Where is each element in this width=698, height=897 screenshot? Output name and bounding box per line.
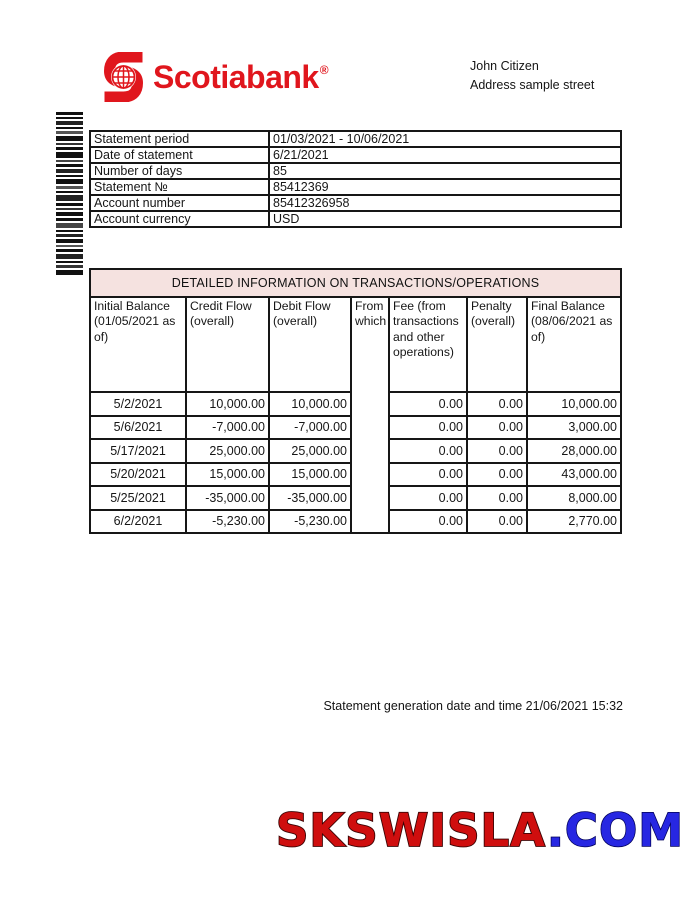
txn-final: 2,770.00: [527, 510, 621, 534]
summary-label: Date of statement: [90, 147, 269, 163]
bank-name: [153, 61, 328, 93]
col-header-debit-flow: Debit Flow (overall): [269, 297, 351, 392]
summary-value: 6/21/2021: [269, 147, 621, 163]
barcode-image: [56, 112, 83, 276]
scotiabank-flag-icon: [103, 52, 144, 102]
transactions-title-row: [90, 269, 621, 297]
table-row: [90, 163, 621, 179]
txn-penalty: 0.00: [467, 510, 527, 534]
summary-label: Statement period: [90, 131, 269, 147]
txn-fee: 0.00: [389, 463, 467, 487]
txn-credit: 15,000.00: [186, 463, 269, 487]
txn-date: 5/17/2021: [90, 439, 186, 463]
txn-final: 8,000.00: [527, 486, 621, 510]
bank-name-text: Scotiabank: [153, 59, 319, 95]
col-header-fee: Fee (from transactions and other operations): [389, 297, 467, 392]
generation-timestamp: Statement generation date and time 21/06/2021 15:32: [323, 699, 623, 713]
txn-credit: 10,000.00: [186, 392, 269, 416]
bank-logo: [103, 52, 328, 102]
txn-credit: -35,000.00: [186, 486, 269, 510]
col-header-final-balance: Final Balance (08/06/2021 as of): [527, 297, 621, 392]
transactions-header-row: [90, 297, 621, 392]
registered-mark: ®: [319, 63, 329, 77]
txn-date: 5/2/2021: [90, 392, 186, 416]
col-header-penalty: Penalty (overall): [467, 297, 527, 392]
txn-date: 5/25/2021: [90, 486, 186, 510]
summary-label: Number of days: [90, 163, 269, 179]
summary-value: 85412369: [269, 179, 621, 195]
txn-fee: 0.00: [389, 510, 467, 534]
summary-value: 85: [269, 163, 621, 179]
col-header-credit-flow: Credit Flow (overall): [186, 297, 269, 392]
txn-penalty: 0.00: [467, 486, 527, 510]
txn-date: 5/6/2021: [90, 416, 186, 440]
txn-debit: 10,000.00: [269, 392, 351, 416]
txn-fee: 0.00: [389, 416, 467, 440]
txn-debit: 25,000.00: [269, 439, 351, 463]
watermark: [276, 804, 684, 858]
txn-penalty: 0.00: [467, 439, 527, 463]
txn-date: 6/2/2021: [90, 510, 186, 534]
table-row: [90, 195, 621, 211]
txn-final: 43,000.00: [527, 463, 621, 487]
account-summary-table: [89, 130, 622, 228]
txn-debit: -5,230.00: [269, 510, 351, 534]
recipient-block: [470, 57, 594, 94]
summary-label: Account number: [90, 195, 269, 211]
txn-debit: -35,000.00: [269, 486, 351, 510]
table-row: [90, 131, 621, 147]
col-header-from-which: From which: [351, 297, 389, 533]
txn-credit: -5,230.00: [186, 510, 269, 534]
col-header-initial-balance: Initial Balance (01/05/2021 as of): [90, 297, 186, 392]
table-row: [90, 179, 621, 195]
txn-final: 28,000.00: [527, 439, 621, 463]
watermark-domain-suffix: .COM: [546, 804, 684, 857]
txn-final: 3,000.00: [527, 416, 621, 440]
table-row: [90, 211, 621, 227]
txn-penalty: 0.00: [467, 392, 527, 416]
txn-fee: 0.00: [389, 439, 467, 463]
summary-value: 85412326958: [269, 195, 621, 211]
recipient-address: Address sample street: [470, 77, 595, 92]
recipient-name: John Citizen: [470, 59, 539, 73]
txn-fee: 0.00: [389, 486, 467, 510]
txn-fee: 0.00: [389, 392, 467, 416]
txn-penalty: 0.00: [467, 416, 527, 440]
transactions-table: [89, 268, 622, 534]
summary-value: 01/03/2021 - 10/06/2021: [269, 131, 621, 147]
txn-credit: 25,000.00: [186, 439, 269, 463]
table-row: [90, 147, 621, 163]
transactions-title: DETAILED INFORMATION ON TRANSACTIONS/OPERATIONS: [90, 269, 621, 297]
txn-debit: -7,000.00: [269, 416, 351, 440]
summary-value: USD: [269, 211, 621, 227]
txn-final: 10,000.00: [527, 392, 621, 416]
txn-debit: 15,000.00: [269, 463, 351, 487]
txn-date: 5/20/2021: [90, 463, 186, 487]
watermark-site-name: SKSWISLA: [276, 804, 547, 857]
txn-penalty: 0.00: [467, 463, 527, 487]
summary-label: Statement №: [90, 179, 269, 195]
summary-label: Account currency: [90, 211, 269, 227]
txn-credit: -7,000.00: [186, 416, 269, 440]
